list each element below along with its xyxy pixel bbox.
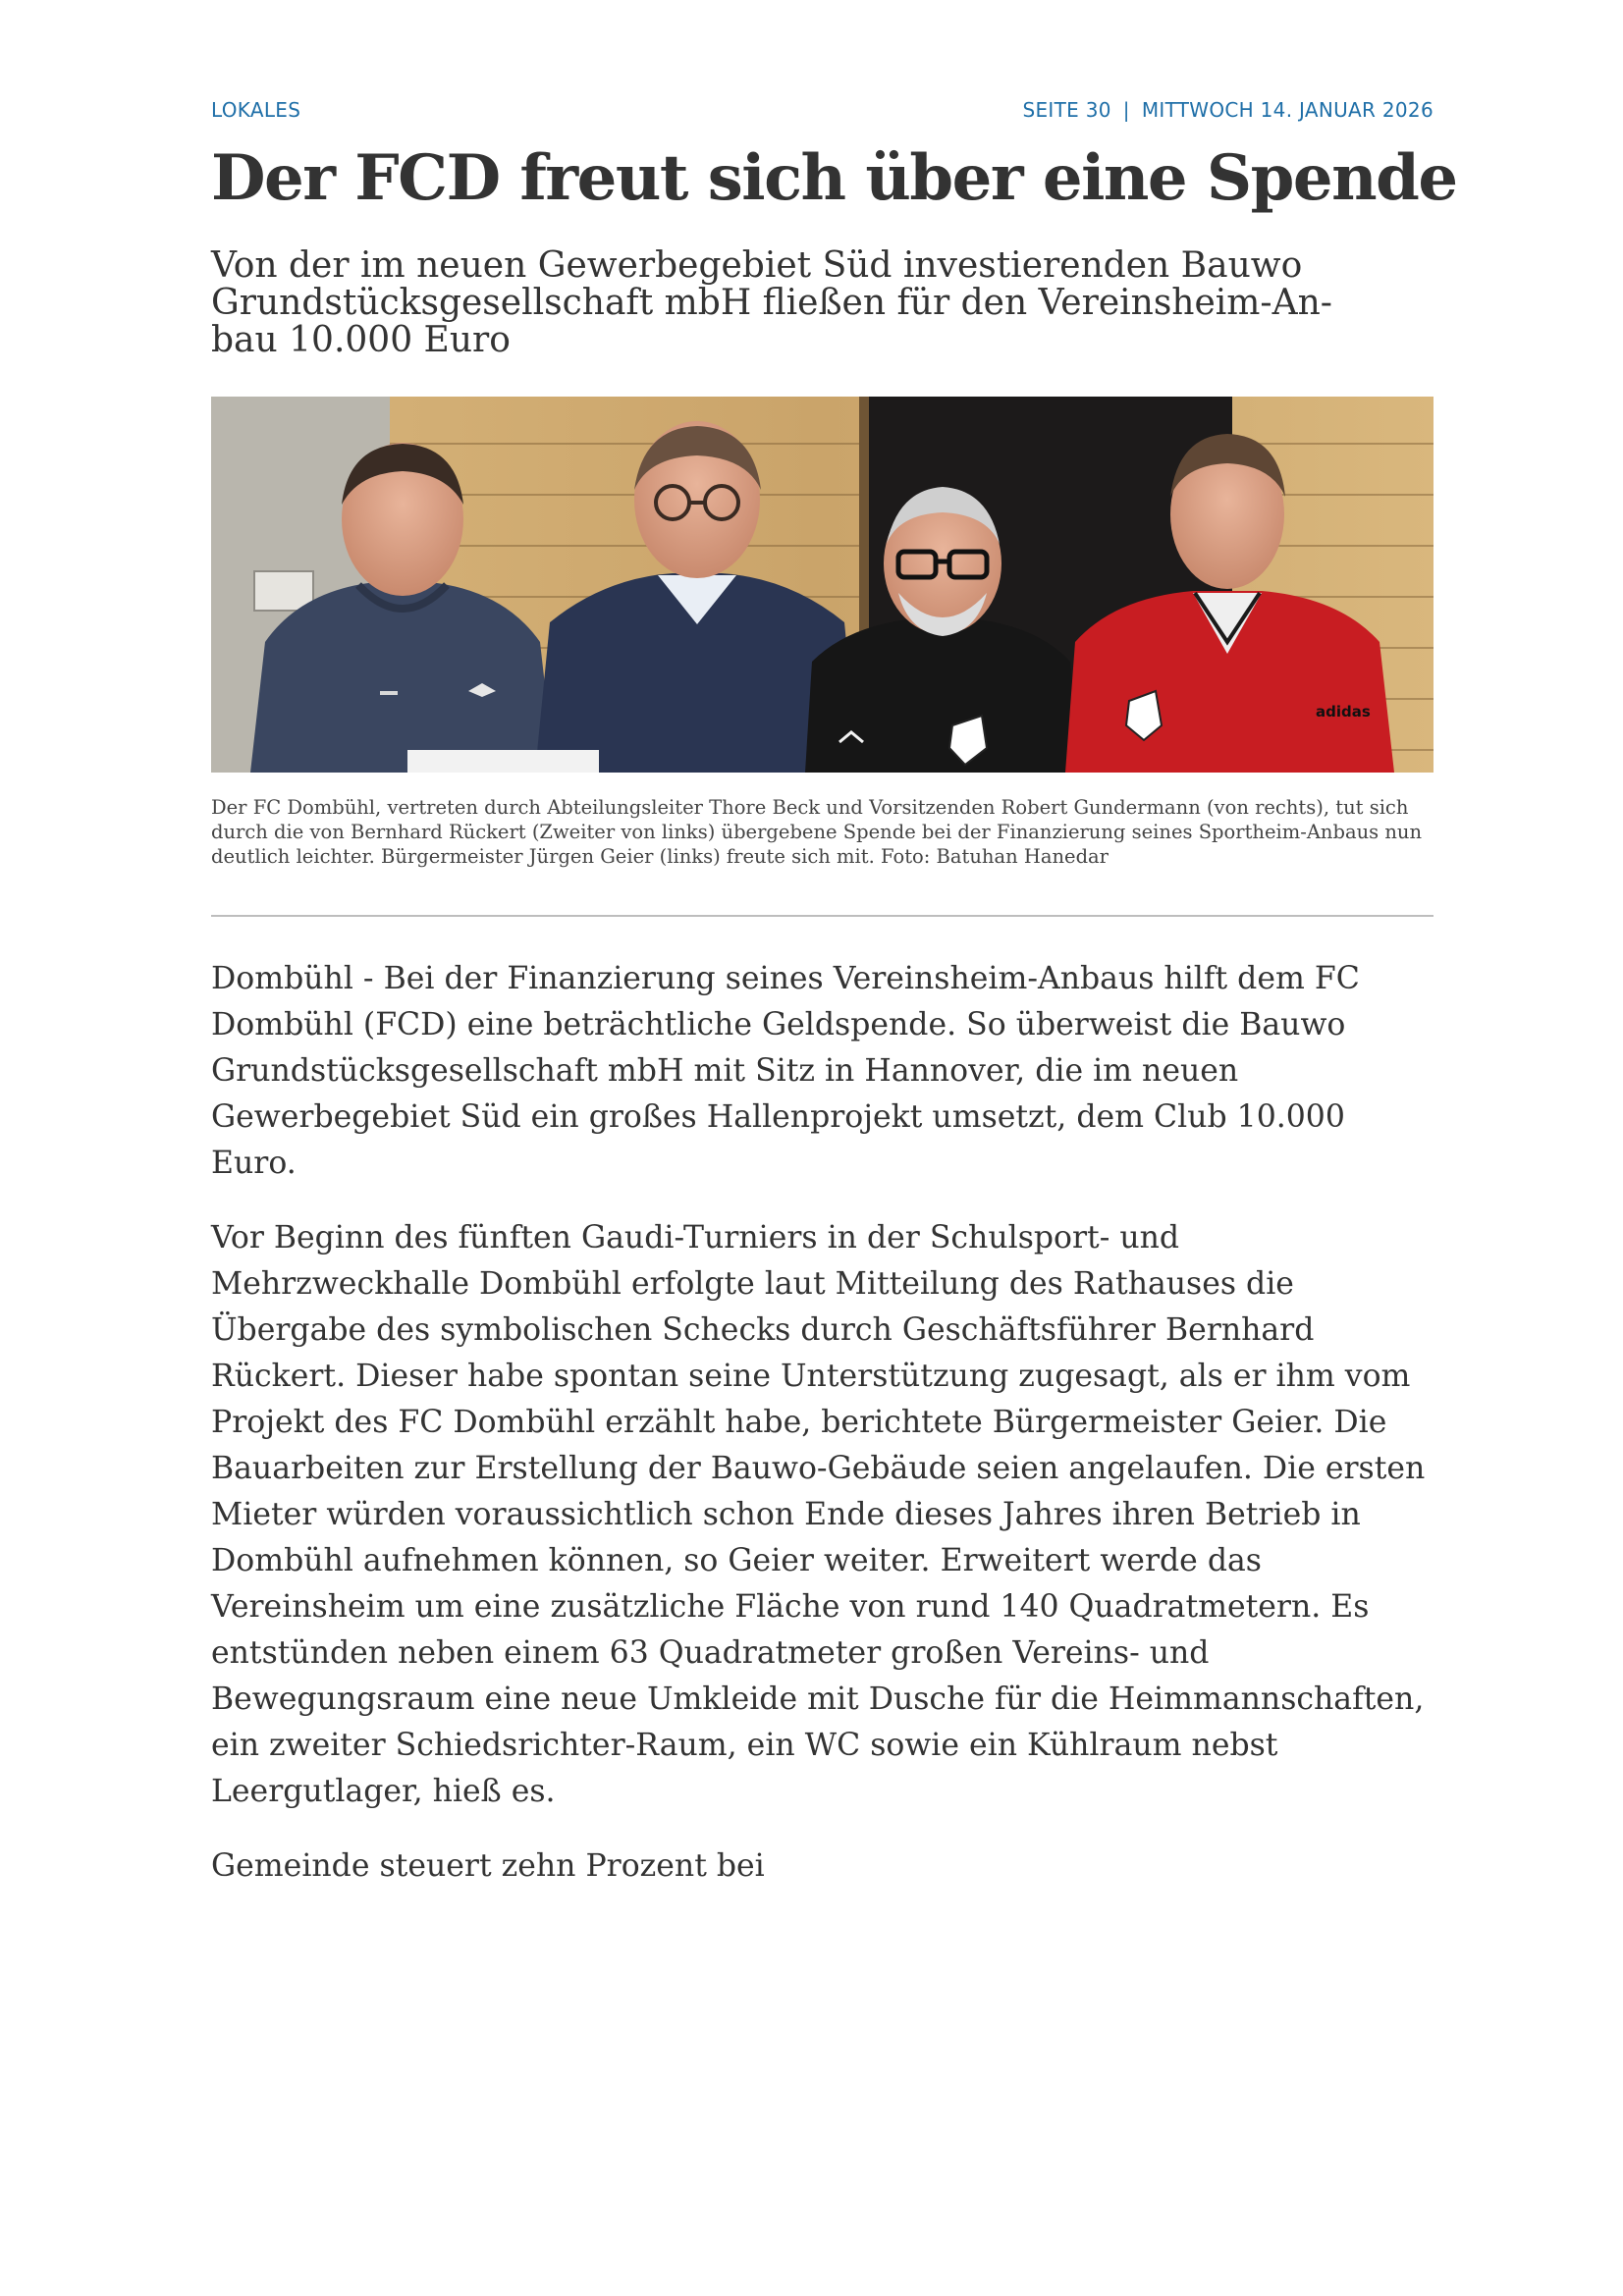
- issue-date: MITTWOCH 14. JANUAR 2026: [1141, 98, 1434, 122]
- wall-sign: [254, 571, 313, 611]
- body-paragraph: Dombühl - Bei der Finanzierung seines Vereinsheim-Anbaus hilft dem FC Dombühl (FCD) eine beträchtliche Geldspende. So überweist die Bauwo Grundstücksgesellschaft mbH mit Sitz in Hannover, die im neuen Gewerbegebiet Süd ein großes Hallenprojekt umsetzt, dem Club 10.000 Euro.: [211, 961, 1360, 1181]
- caption-divider: [211, 915, 1434, 917]
- crosshead: Gemeinde steuert zehn Prozent bei: [211, 1848, 765, 1884]
- group-photo-illustration: [211, 397, 1434, 773]
- article-body: [211, 956, 1434, 1918]
- subheadline-line: Von der im neuen Gewerbegebiet Süd investierenden Bauwo: [211, 245, 1303, 286]
- subheadline-line: bau 10.000 Euro: [211, 320, 511, 360]
- page-header: [211, 98, 1434, 128]
- article-subheadline: [211, 247, 1434, 359]
- section-label: LOKALES: [211, 98, 301, 122]
- page-number: SEITE 30: [1022, 98, 1111, 122]
- header-separator: |: [1122, 98, 1130, 122]
- article-headline: Der FCD freut sich über eine Spende: [211, 141, 1457, 215]
- subheadline-line: Grundstücksgesellschaft mbH fließen für den Vereinsheim-An-: [211, 283, 1332, 323]
- jacket-brand-text: adidas: [1316, 703, 1371, 721]
- photo-caption: Der FC Dombühl, vertreten durch Abteilungsleiter Thore Beck und Vorsitzenden Robert Gundermann (von rechts), tut sich durch die von Bernhard Rückert (Zweiter von links) übergebene Spende bei der Finanzierung seines Sportheim-Anbaus nun deutlich leichter. Bürgermeister Jürgen Geier (links) freute sich mit. Foto: Batuhan Hanedar: [211, 796, 1423, 868]
- page-meta: [1023, 98, 1434, 122]
- body-paragraph: Vor Beginn des fünften Gaudi-Turniers in der Schulsport- und Mehrzweckhalle Dombühl erfolgte laut Mitteilung des Rathauses die Übergabe des symbolischen Schecks durch Geschäftsführer Bernhard Rückert. Dieser habe spontan seine Unterstützung zugesagt, als er ihm vom Projekt des FC Dombühl erzählt habe, berichtete Bürgermeister Geier. Die Bauarbeiten zur Erstellung der Bauwo-Gebäude seien angelaufen. Die ersten Mieter würden voraussichtlich schon Ende dieses Jahres ihren Betrieb in Dombühl aufnehmen können, so Geier weiter. Erweitert werde das Vereinsheim um eine zusätzliche Fläche von rund 140 Quadratmetern. Es entstünden neben einem 63 Quadratmeter großen Vereins- und Bewegungsraum eine neue Umkleide mit Dusche für die Heimmannschaften, ein zweiter Schiedsrichter-Raum, ein WC sowie ein Kühlraum nebst Leergutlager, hieß es.: [211, 1220, 1426, 1809]
- article-photo: [211, 397, 1434, 773]
